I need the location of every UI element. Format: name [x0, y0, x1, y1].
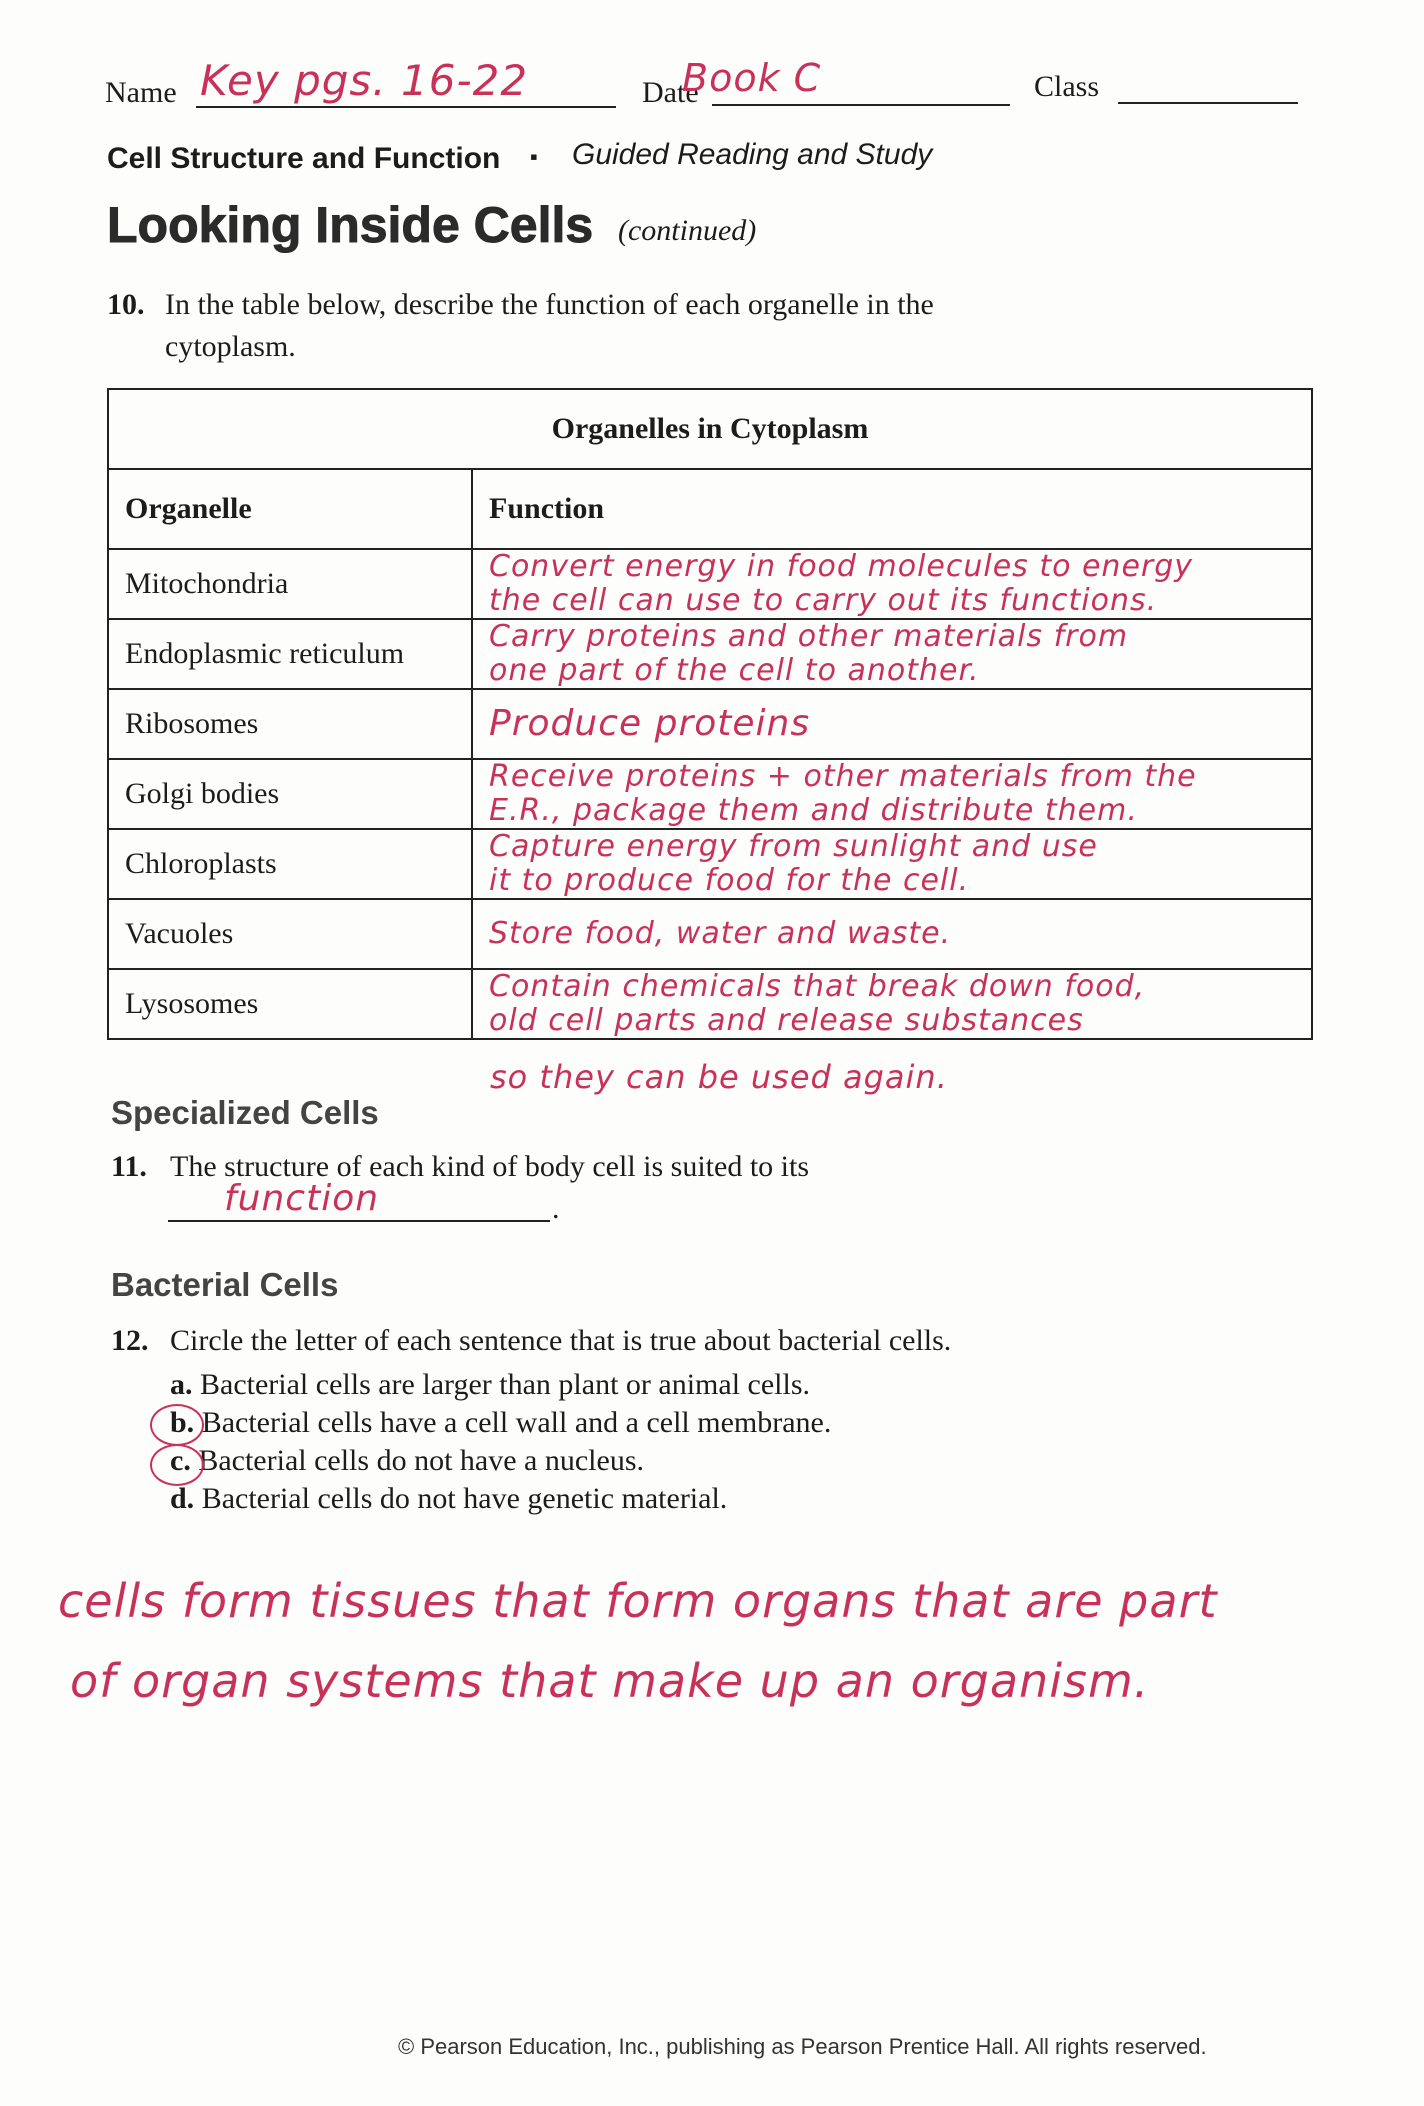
organelle-cell: Ribosomes — [108, 689, 472, 759]
option-letter: a. — [170, 1368, 193, 1401]
answer-line: one part of the cell to another. — [489, 653, 980, 688]
handwritten-note-line2: of organ systems that make up an organism. — [70, 1654, 1150, 1708]
q12-text: Circle the letter of each sentence that is true about bacterial cells. — [170, 1324, 952, 1357]
organelle-cell: Lysosomes — [108, 969, 472, 1039]
option-letter: c. — [170, 1444, 191, 1477]
answer-line: Convert energy in food molecules to energy — [489, 549, 1194, 584]
bullet-icon: ▪ — [530, 144, 538, 169]
option-text: Bacterial cells have a cell wall and a cell membrane. — [201, 1406, 832, 1439]
name-field[interactable] — [196, 56, 616, 108]
date-label: Date — [642, 76, 699, 109]
answer-line: Capture energy from sunlight and use — [489, 829, 1098, 864]
answer-line: the cell can use to carry out its functions. — [489, 583, 1158, 618]
option-b[interactable] — [170, 1404, 831, 1442]
q10-text-line1: In the table below, describe the function of each organelle in the — [165, 288, 934, 321]
table-row — [108, 969, 1312, 1039]
function-cell[interactable] — [472, 899, 1312, 969]
option-a[interactable] — [170, 1366, 810, 1404]
option-text: Bacterial cells do not have genetic material. — [201, 1482, 728, 1515]
name-value: Key pgs. 16-22 — [200, 56, 529, 105]
option-d[interactable] — [170, 1480, 727, 1518]
table-row — [108, 899, 1312, 969]
date-value: Book C — [682, 56, 822, 100]
answer-line: Store food, water and waste. — [489, 916, 952, 951]
q11-period: . — [552, 1192, 560, 1225]
column-header-organelle: Organelle — [108, 469, 472, 549]
page-title: Looking Inside Cells — [107, 197, 594, 253]
organelle-cell: Chloroplasts — [108, 829, 472, 899]
title-note: (continued) — [618, 214, 757, 247]
table-row — [108, 689, 1312, 759]
table-row — [108, 829, 1312, 899]
answer-line: E.R., package them and distribute them. — [489, 793, 1138, 828]
answer-circle-b — [150, 1404, 204, 1446]
function-cell[interactable] — [472, 689, 1312, 759]
answer-line: Receive proteins + other materials from the — [489, 759, 1197, 794]
series-title: Guided Reading and Study — [572, 138, 933, 171]
function-cell[interactable] — [472, 829, 1312, 899]
organelle-cell: Vacuoles — [108, 899, 472, 969]
organelles-table — [107, 388, 1313, 1040]
class-label: Class — [1034, 70, 1100, 103]
organelle-cell: Golgi bodies — [108, 759, 472, 829]
option-c[interactable] — [170, 1442, 644, 1480]
answer-line: Carry proteins and other materials from — [489, 619, 1129, 654]
q11-number: 11. — [111, 1150, 147, 1183]
function-cell[interactable] — [472, 759, 1312, 829]
table-row — [108, 619, 1312, 689]
section-heading-specialized: Specialized Cells — [111, 1094, 379, 1131]
date-field[interactable] — [682, 56, 1010, 106]
table-row — [108, 549, 1312, 619]
option-text: Bacterial cells are larger than plant or animal cells. — [200, 1368, 811, 1401]
answer-line: Produce proteins — [489, 703, 811, 744]
function-cell[interactable] — [472, 619, 1312, 689]
answer-line: Contain chemicals that break down food, — [489, 969, 1146, 1004]
q10-number: 10. — [107, 288, 145, 321]
column-header-function: Function — [472, 469, 1312, 549]
table-row — [108, 759, 1312, 829]
section-heading-bacterial: Bacterial Cells — [111, 1266, 339, 1303]
lysosomes-answer-overflow: so they can be used again. — [490, 1058, 948, 1096]
q11-answer-field[interactable] — [168, 1178, 550, 1222]
q12-number: 12. — [111, 1324, 149, 1357]
q11-text: The structure of each kind of body cell is suited to its — [170, 1150, 810, 1183]
chapter-title: Cell Structure and Function — [107, 142, 501, 175]
answer-line: old cell parts and release substances — [489, 1003, 1084, 1038]
option-letter: b. — [170, 1406, 195, 1439]
table-caption: Organelles in Cytoplasm — [108, 389, 1312, 469]
name-label: Name — [105, 76, 177, 109]
copyright-footer: © Pearson Education, Inc., publishing as Pearson Prentice Hall. All rights reserved. — [398, 2034, 1207, 2059]
answer-line: it to produce food for the cell. — [489, 863, 970, 898]
function-cell[interactable] — [472, 549, 1312, 619]
handwritten-note-line1: cells form tissues that form organs that are part — [58, 1574, 1218, 1628]
option-letter: d. — [170, 1482, 195, 1515]
organelle-cell: Mitochondria — [108, 549, 472, 619]
q10-text-line2: cytoplasm. — [165, 330, 296, 363]
class-field[interactable] — [1118, 70, 1298, 104]
organelle-cell: Endoplasmic reticulum — [108, 619, 472, 689]
function-cell[interactable] — [472, 969, 1312, 1039]
option-text: Bacterial cells do not have a nucleus. — [198, 1444, 644, 1477]
answer-circle-c — [150, 1444, 204, 1486]
q11-answer: function — [224, 1178, 380, 1219]
